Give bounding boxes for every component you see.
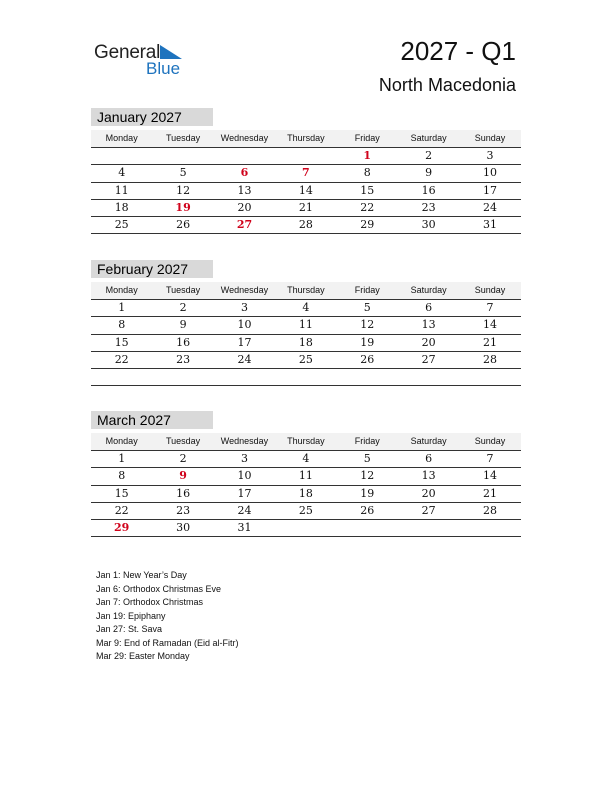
date-cell — [459, 520, 520, 536]
date-cell: 4 — [302, 452, 310, 465]
holiday-date: 7 — [302, 166, 310, 180]
week-row — [91, 183, 521, 200]
date-cell — [337, 369, 398, 385]
week-row — [91, 468, 521, 485]
weekday-label: Sunday — [474, 285, 506, 295]
date-cell: 6 — [425, 452, 433, 465]
date-cell: 10 — [237, 318, 252, 332]
date-cell: 22 — [360, 200, 375, 214]
week-row — [91, 148, 521, 165]
date-cell: 9 — [179, 318, 187, 332]
date-cell: 13 — [421, 318, 436, 332]
date-cell: 24 — [483, 200, 498, 214]
date-cell — [398, 369, 459, 385]
date-cell: 27 — [421, 503, 436, 517]
date-cell: 26 — [360, 352, 375, 366]
weekday-label: Saturday — [410, 436, 447, 446]
date-cell: 25 — [114, 218, 129, 232]
date-cell: 20 — [237, 200, 252, 214]
date-cell: 19 — [360, 486, 375, 500]
week-row — [91, 217, 521, 234]
date-cell: 16 — [176, 486, 191, 500]
date-cell: 12 — [176, 183, 191, 197]
weekday-header — [91, 282, 521, 300]
weekday-label: Wednesday — [220, 285, 269, 295]
logo-blue-text: Blue — [146, 59, 181, 78]
date-cell — [91, 148, 152, 164]
weekday-label: Saturday — [410, 285, 447, 295]
date-cell: 17 — [237, 335, 252, 349]
date-cell: 20 — [421, 335, 436, 349]
date-cell: 14 — [298, 183, 313, 197]
date-cell: 8 — [118, 318, 126, 332]
month-label: January 2027 — [91, 108, 213, 126]
holiday-date: 27 — [236, 218, 253, 232]
week-row — [91, 335, 521, 352]
date-cell: 3 — [240, 452, 248, 465]
week-row — [91, 200, 521, 217]
date-cell: 2 — [179, 301, 187, 314]
date-cell: 4 — [302, 301, 310, 314]
date-cell: 18 — [298, 335, 313, 349]
date-cell — [152, 148, 213, 164]
date-cell: 5 — [363, 301, 371, 314]
date-cell: 13 — [237, 183, 252, 197]
logo — [94, 40, 194, 80]
date-cell: 9 — [425, 166, 433, 180]
date-cell: 17 — [237, 486, 252, 500]
date-cell: 12 — [360, 469, 375, 483]
date-cell — [91, 369, 152, 385]
date-cell: 28 — [483, 503, 498, 517]
date-cell: 6 — [425, 301, 433, 314]
date-cell: 5 — [179, 166, 187, 180]
weekday-label: Wednesday — [220, 436, 269, 446]
holiday-note: Jan 7: Orthodox Christmas — [96, 597, 204, 607]
date-cell: 4 — [118, 166, 126, 180]
week-row — [91, 352, 521, 369]
holiday-date: 1 — [363, 149, 372, 162]
holiday-date: 29 — [114, 521, 130, 535]
date-cell: 15 — [114, 335, 129, 349]
date-cell — [275, 148, 336, 164]
weekday-label: Thursday — [287, 285, 325, 295]
weekday-label: Monday — [105, 285, 138, 295]
weekday-label: Sunday — [474, 436, 506, 446]
week-row — [91, 369, 521, 386]
date-cell: 11 — [114, 183, 129, 197]
week-row — [91, 503, 521, 520]
month-label: February 2027 — [91, 260, 213, 278]
date-cell: 2 — [425, 149, 433, 162]
date-cell: 31 — [483, 218, 498, 232]
date-cell: 20 — [421, 486, 436, 500]
weekday-label: Tuesday — [165, 436, 201, 446]
date-cell: 23 — [176, 352, 191, 366]
country-name: North Macedonia — [378, 75, 516, 95]
weekday-label: Monday — [105, 133, 138, 143]
date-cell: 27 — [421, 352, 436, 366]
date-cell: 8 — [363, 166, 371, 180]
date-cell: 29 — [360, 218, 375, 232]
weekday-label: Sunday — [474, 133, 506, 143]
holiday-note: Mar 9: End of Ramadan (Eid al-Fitr) — [96, 637, 239, 648]
date-cell: 15 — [114, 486, 129, 500]
date-cell: 1 — [118, 301, 126, 314]
holiday-note: Mar 29: Easter Monday — [96, 651, 190, 661]
date-cell: 11 — [298, 318, 313, 332]
holiday-note: Jan 27: St. Sava — [96, 624, 163, 634]
date-cell: 28 — [298, 218, 313, 232]
weekday-header — [91, 433, 521, 451]
date-cell: 25 — [298, 503, 313, 517]
date-cell: 11 — [298, 469, 313, 483]
date-cell — [152, 369, 213, 385]
date-cell: 16 — [176, 335, 191, 349]
logo-general-text: General — [94, 42, 161, 63]
date-cell: 22 — [114, 503, 129, 517]
holiday-note: Jan 6: Orthodox Christmas Eve — [96, 583, 222, 594]
week-row — [91, 520, 521, 537]
date-cell: 12 — [360, 318, 375, 332]
holiday-date: 9 — [179, 469, 187, 483]
date-cell: 8 — [118, 469, 126, 483]
date-cell: 21 — [298, 200, 313, 214]
date-cell: 5 — [363, 452, 371, 465]
weekday-label: Thursday — [287, 133, 325, 143]
date-cell: 26 — [176, 218, 191, 232]
month-grid — [91, 451, 521, 537]
date-cell: 15 — [360, 183, 375, 197]
weekday-label: Monday — [105, 436, 138, 446]
date-cell: 23 — [176, 503, 191, 517]
week-row — [91, 317, 521, 334]
date-cell: 24 — [237, 352, 252, 366]
date-cell — [214, 148, 275, 164]
date-cell: 10 — [483, 166, 498, 180]
holiday-date: 6 — [240, 166, 249, 180]
date-cell: 2 — [179, 452, 187, 465]
date-cell: 1 — [118, 452, 126, 465]
date-cell: 26 — [360, 503, 375, 517]
holiday-note: Jan 1: New Year’s Day — [96, 570, 187, 580]
holiday-notes — [96, 569, 239, 664]
date-cell — [459, 369, 520, 385]
month-february — [91, 260, 521, 386]
month-grid — [91, 300, 521, 386]
weekday-label: Tuesday — [165, 285, 201, 295]
weekday-label: Friday — [354, 133, 380, 143]
date-cell — [214, 369, 275, 385]
month-grid — [91, 148, 521, 234]
week-row — [91, 451, 521, 468]
weekday-label: Wednesday — [220, 133, 269, 143]
week-row — [91, 165, 521, 182]
date-cell: 7 — [486, 452, 494, 465]
date-cell — [398, 520, 459, 536]
date-cell: 14 — [483, 469, 498, 483]
date-cell: 21 — [483, 486, 498, 500]
weekday-label: Friday — [354, 436, 380, 446]
week-row — [91, 300, 521, 317]
date-cell: 30 — [421, 218, 436, 232]
weekday-label: Saturday — [410, 133, 447, 143]
date-cell: 3 — [486, 149, 494, 162]
date-cell: 23 — [421, 200, 436, 214]
page-title: 2027 - Q1 — [400, 36, 516, 66]
date-cell: 13 — [421, 469, 436, 483]
date-cell: 30 — [176, 521, 191, 535]
date-cell: 14 — [483, 318, 498, 332]
date-cell: 19 — [360, 335, 375, 349]
date-cell: 10 — [237, 469, 252, 483]
date-cell: 18 — [114, 200, 129, 214]
holiday-date: 19 — [175, 200, 191, 214]
month-label: March 2027 — [91, 411, 213, 429]
weekday-label: Friday — [354, 285, 380, 295]
date-cell: 18 — [298, 486, 313, 500]
holiday-note: Jan 19: Epiphany — [96, 610, 166, 621]
date-cell: 7 — [486, 301, 494, 314]
month-march — [91, 411, 521, 537]
date-cell: 3 — [240, 301, 248, 314]
date-cell — [275, 369, 336, 385]
weekday-header — [91, 130, 521, 148]
date-cell: 21 — [483, 335, 498, 349]
date-cell: 16 — [421, 183, 436, 197]
date-cell — [275, 520, 336, 536]
weekday-label: Thursday — [287, 436, 325, 446]
date-cell: 24 — [237, 503, 252, 517]
date-cell — [337, 520, 398, 536]
week-row — [91, 486, 521, 503]
month-january — [91, 108, 521, 234]
date-cell: 28 — [483, 352, 498, 366]
date-cell: 31 — [237, 521, 252, 535]
date-cell: 17 — [483, 183, 498, 197]
weekday-label: Tuesday — [165, 133, 201, 143]
date-cell: 22 — [114, 352, 129, 366]
date-cell: 25 — [298, 352, 313, 366]
